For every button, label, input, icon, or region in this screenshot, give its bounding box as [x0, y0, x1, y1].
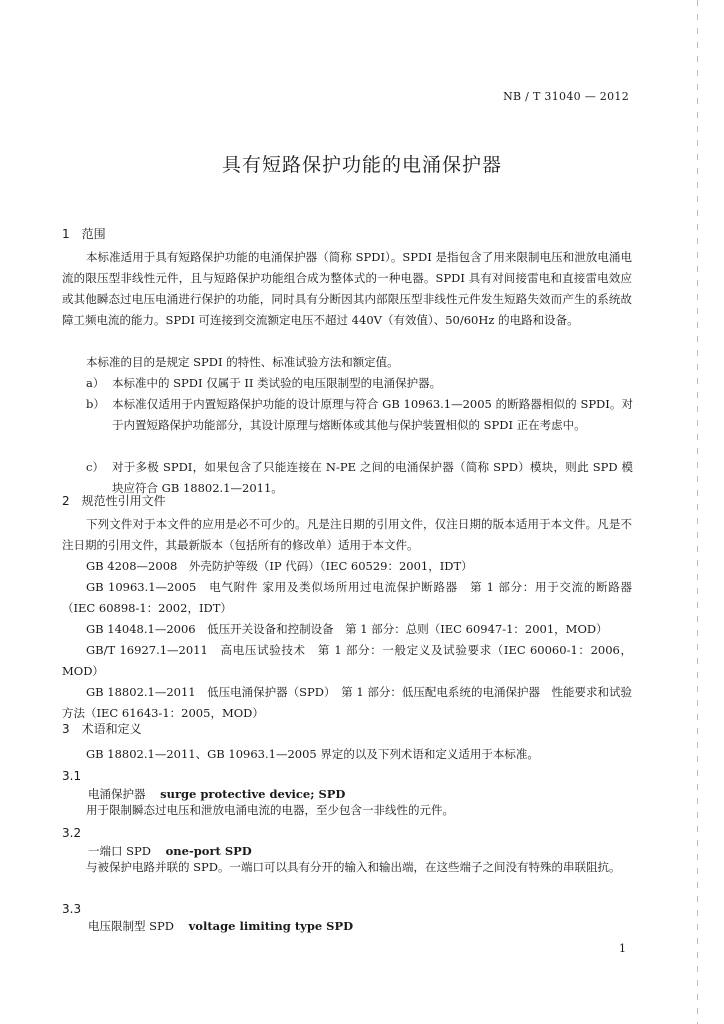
item-label: a） — [86, 376, 105, 390]
standard-number: NB / T 31040 — 2012 — [503, 90, 629, 103]
item-text: 本标准仅适用于内置短路保护功能的设计原理与符合 GB 10963.1—2005 的断路器相似的 SPDI。对于内置短路保护功能部分，其设计原理与熔断体或其他与保护装置相似的 SPDI 正在考虑中。 — [112, 397, 633, 432]
scope-item-a — [88, 373, 633, 394]
term-zh: 电涌保护器 — [88, 787, 146, 801]
page-number: 1 — [619, 942, 626, 955]
section-3-intro: GB 18802.1—2011、GB 10963.1—2005 界定的以及下列术语和定义适用于本标准。 — [86, 747, 539, 761]
section-1-paragraph-1: 本标准适用于具有短路保护功能的电涌保护器（简称 SPDI）。SPDI 是指包含了用来限制电压和泄放电涌电流的限压型非线性元件，且与短路保护功能组合成为整体式的一种电器。SPDI 具有对间接雷电和直接雷电效应或其他瞬态过电压电涌进行保护的功能，同时具有分断因其内部限压型非线性元件发生短路失效而产生的系统故障工频电流的能力。SPDI 可连接到交流额定电压不超过 440V（有效值）、50/60Hz 的电路和设备。 — [62, 250, 632, 327]
term-number: 3.2 — [62, 826, 82, 840]
section-3-heading: 3 术语和定义 — [62, 722, 142, 736]
term-en: voltage limiting type SPD — [188, 919, 354, 933]
reference-item: GB 10963.1—2005 电气附件 家用及类似场所用过电流保护断路器 第 1 部分：用于交流的断路器（IEC 60898-1：2002，IDT） — [62, 580, 632, 615]
term-en: surge protective device; SPD — [160, 787, 346, 801]
term-number: 3.1 — [62, 769, 82, 783]
reference-item: GB 18802.1—2011 低压电涌保护器（SPD） 第 1 部分：低压配电系统的电涌保护器 性能要求和试验方法（IEC 61643-1：2005，MOD） — [62, 685, 632, 720]
term-number: 3.3 — [62, 902, 82, 916]
section-2-heading: 2 规范性引用文件 — [62, 494, 166, 508]
term-definition: 用于限制瞬态过电压和泄放电涌电流的电器，至少包含一非线性的元件。 — [86, 803, 454, 817]
section-2-intro: 下列文件对于本文件的应用是必不可少的。凡是注日期的引用文件，仅注日期的版本适用于本文件。凡是不注日期的引用文件，其最新版本（包括所有的修改单）适用于本文件。 — [62, 517, 632, 552]
document-title: 具有短路保护功能的电涌保护器 — [221, 154, 502, 176]
section-1-paragraph-2: 本标准的目的是规定 SPDI 的特性、标准试验方法和额定值。 — [86, 355, 399, 369]
scope-item-b — [88, 394, 633, 436]
item-label: b） — [86, 397, 105, 411]
term-zh: 一端口 SPD — [88, 844, 151, 858]
term-zh: 电压限制型 SPD — [88, 919, 174, 933]
item-label: c） — [86, 460, 104, 474]
term-en: one-port SPD — [165, 844, 252, 858]
reference-item: GB/T 16927.1—2011 高电压试验技术 第 1 部分：一般定义及试验要求（IEC 60060-1：2006，MOD） — [62, 643, 632, 678]
item-text: 本标准中的 SPDI 仅属于 II 类试验的电压限制型的电涌保护器。 — [112, 376, 442, 390]
section-1-heading: 1 范围 — [62, 227, 106, 241]
scope-item-c — [88, 457, 633, 499]
item-text: 对于多极 SPDI，如果包含了只能连接在 N-PE 之间的电涌保护器（简称 SPD）模块，则此 SPD 模块应符合 GB 18802.1—2011。 — [112, 460, 633, 495]
reference-item: GB 14048.1—2006 低压开关设备和控制设备 第 1 部分：总则（IEC 60947-1：2001，MOD） — [86, 622, 608, 636]
term-title — [88, 918, 353, 934]
term-definition: 与被保护电路并联的 SPD。一端口可以具有分开的输入和输出端，在这些端子之间没有特殊的串联阻抗。 — [86, 860, 621, 874]
reference-item: GB 4208—2008 外壳防护等级（IP 代码）（IEC 60529：2001，IDT） — [86, 559, 473, 573]
